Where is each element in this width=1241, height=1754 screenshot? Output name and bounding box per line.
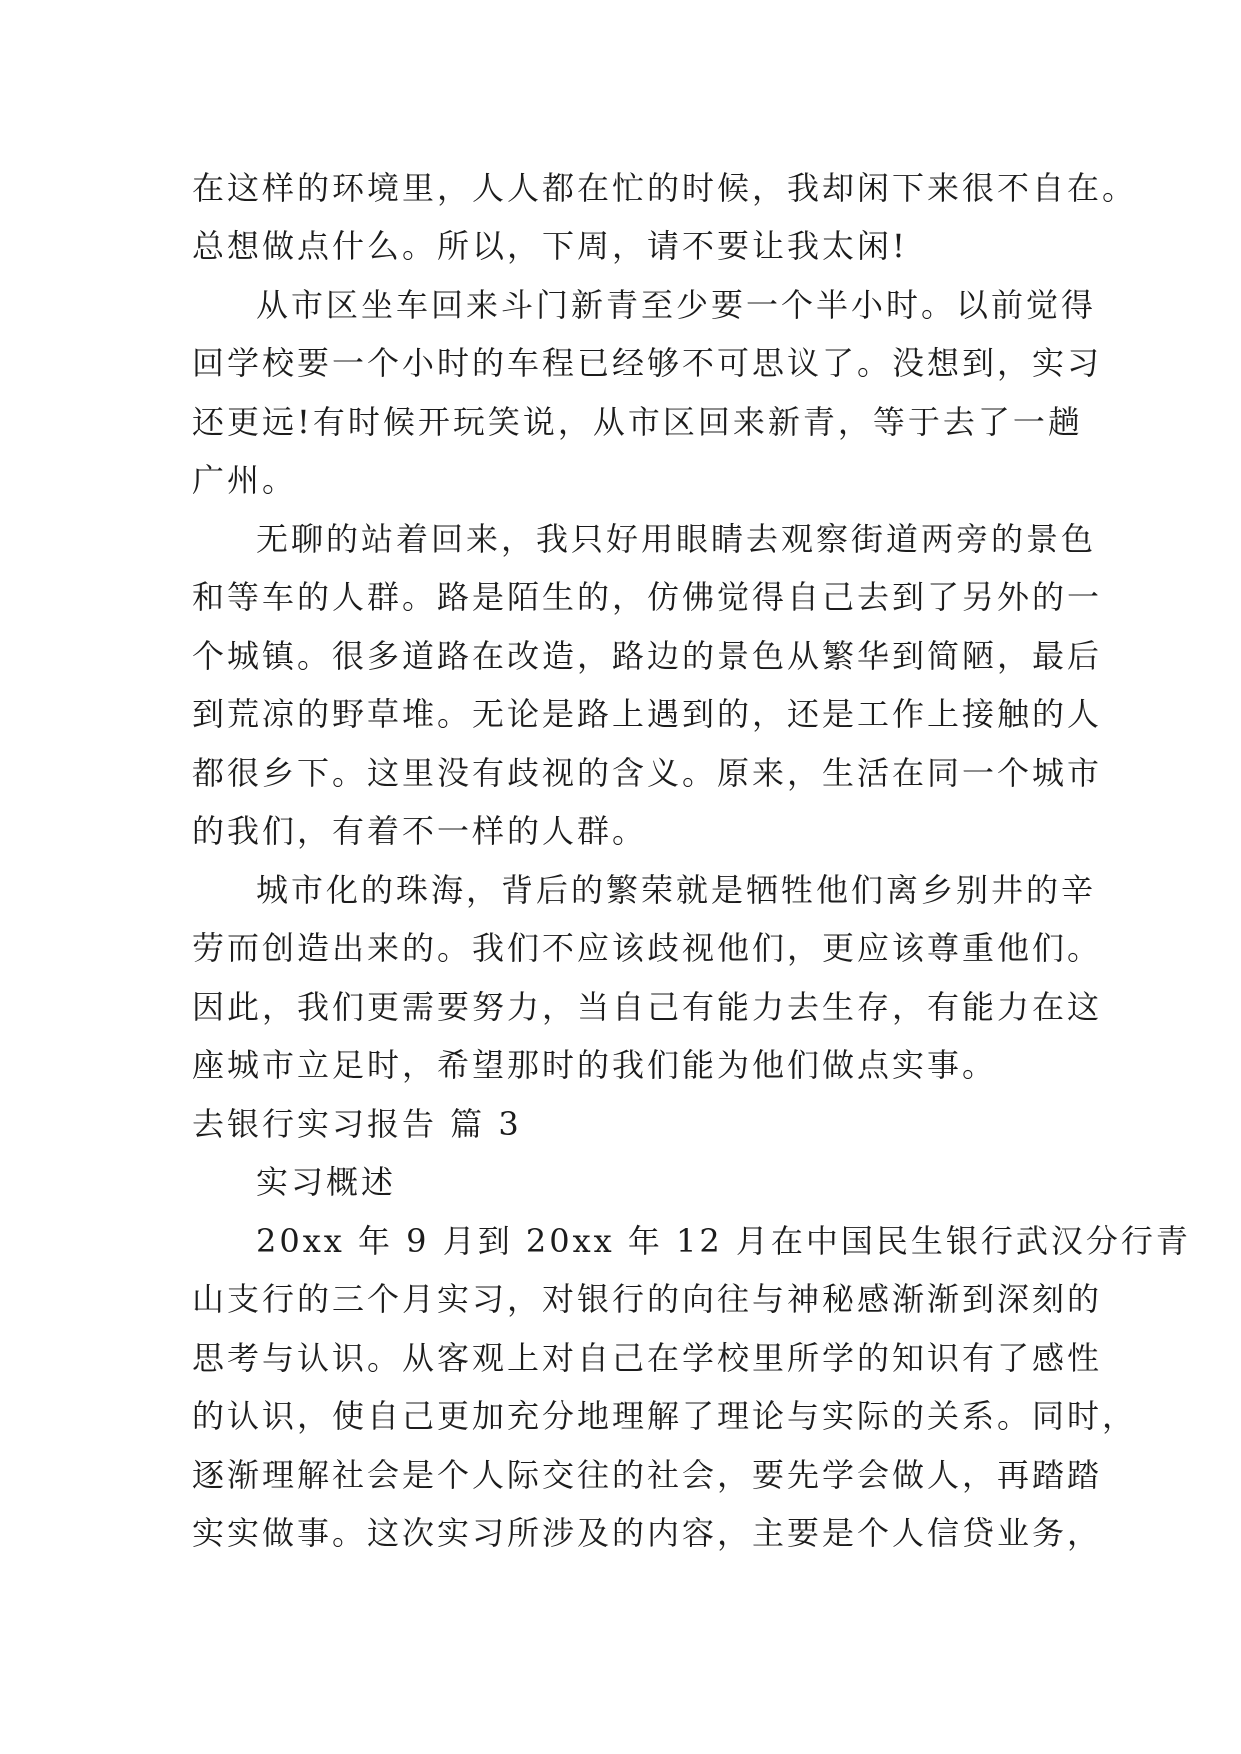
text-line: 总想做点什么。所以，下周，请不要让我太闲!: [192, 227, 908, 265]
text-line: 广州。: [192, 461, 298, 499]
text-line: 山支行的三个月实习，对银行的向往与神秘感渐渐到深刻的: [192, 1280, 1103, 1318]
text-line: 都很乡下。这里没有歧视的含义。原来，生活在同一个城市: [192, 754, 1103, 792]
text-line: 回学校要一个小时的车程已经够不可思议了。没想到，实习: [192, 344, 1103, 382]
subheading: 实习概述: [256, 1163, 397, 1201]
paragraph-start-line: 无聊的站着回来，我只好用眼睛去观察街道两旁的景色: [256, 520, 1097, 558]
text-line: 座城市立足时，希望那时的我们能为他们做点实事。: [192, 1046, 998, 1084]
text-line: 劳而创造出来的。我们不应该歧视他们，更应该尊重他们。: [192, 929, 1103, 967]
text-line: 还更远!有时候开玩笑说，从市区回来新青，等于去了一趟: [192, 403, 1083, 441]
text-line: 到荒凉的野草堆。无论是路上遇到的，还是工作上接触的人: [192, 695, 1103, 733]
text-line: 个城镇。很多道路在改造，路边的景色从繁华到简陋，最后: [192, 637, 1103, 675]
text-line: 逐渐理解社会是个人际交往的社会，要先学会做人，再踏踏: [192, 1456, 1103, 1494]
text-line: 和等车的人群。路是陌生的，仿佛觉得自己去到了另外的一: [192, 578, 1103, 616]
text-line: 因此，我们更需要努力，当自己有能力去生存，有能力在这: [192, 988, 1103, 1026]
text-line: 实实做事。这次实习所涉及的内容，主要是个人信贷业务，: [192, 1514, 1103, 1552]
text-line: 的认识，使自己更加充分地理解了理论与实际的关系。同时，: [192, 1397, 1138, 1435]
paragraph-start-line: 城市化的珠海，背后的繁荣就是牺牲他们离乡别井的辛: [256, 871, 1097, 909]
text-line: 思考与认识。从客观上对自己在学校里所学的知识有了感性: [192, 1339, 1103, 1377]
paragraph-start-line: 20xx 年 9 月到 20xx 年 12 月在中国民生银行武汉分行青: [256, 1222, 1191, 1260]
text-line: 的我们，有着不一样的人群。: [192, 812, 648, 850]
section-heading: 去银行实习报告 篇 3: [192, 1105, 522, 1143]
paragraph-start-line: 从市区坐车回来斗门新青至少要一个半小时。以前觉得: [256, 286, 1097, 324]
text-line: 在这样的环境里，人人都在忙的时候，我却闲下来很不自在。: [192, 169, 1138, 207]
